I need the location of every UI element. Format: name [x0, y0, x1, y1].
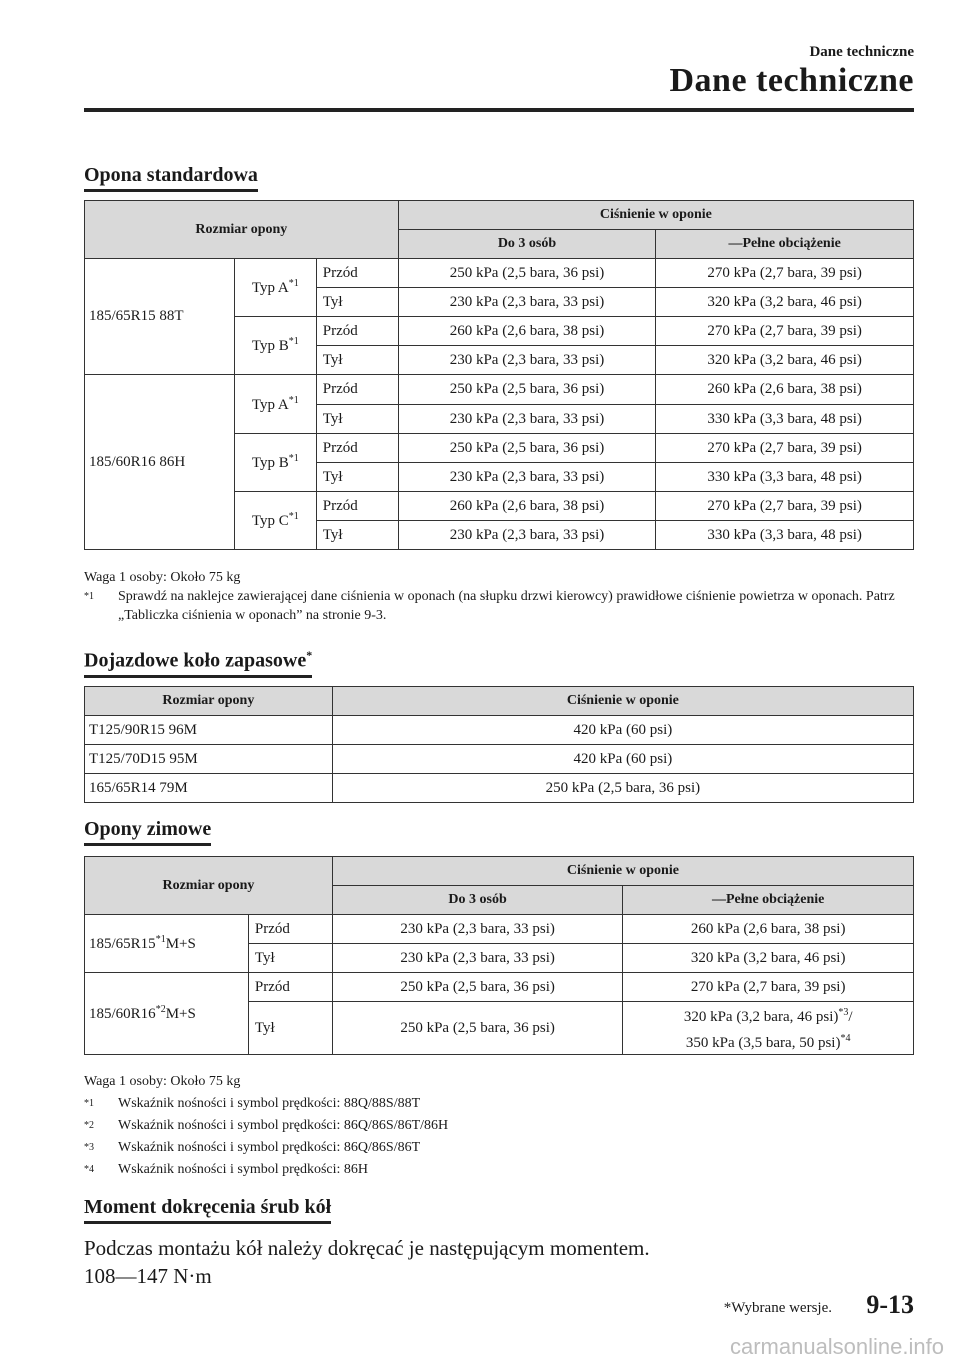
footnote: *1 Wskaźnik nośności i symbol prędkości: 88Q/88S/88T	[84, 1096, 421, 1111]
value-cell: 320 kPa (3,2 bara, 46 psi)	[656, 346, 914, 375]
value-cell: 230 kPa (2,3 bara, 33 psi)	[398, 288, 656, 317]
table-row	[85, 259, 914, 288]
position-cell: Tył	[316, 346, 398, 375]
type-cell: Typ $B^{*1}$	[234, 434, 316, 492]
table-row	[85, 375, 914, 405]
notes-winter	[84, 1072, 914, 1179]
table-row	[85, 774, 914, 803]
notes-standard	[84, 568, 914, 625]
header-rule	[84, 108, 914, 112]
value-cell: 260 kPa (2,6 bara, 38 psi)	[398, 492, 656, 521]
value-cell: 420 kPa (60 psi)	[332, 745, 913, 774]
page-number: 9-13	[866, 1290, 914, 1319]
note-weight: Waga 1 osoby: Około 75 kg	[84, 1074, 241, 1089]
value-cell: 270 kPa (2,7 bara, 39 psi)	[656, 317, 914, 346]
position-cell: Przód	[316, 317, 398, 346]
value-cell: 250 kPa (2,5 bara, 36 psi)	[398, 375, 656, 405]
value-cell: 330 kPa (3,3 bara, 48 psi)	[656, 405, 914, 434]
header-up-to-3: Do 3 osób	[332, 886, 623, 915]
value-cell: 250 kPa (2,5 bara, 36 psi)	[332, 1002, 623, 1055]
value-cell: 260 kPa (2,6 bara, 38 psi)	[623, 915, 914, 944]
tire-size-cell: $185/65R15^{*1}M+S$	[85, 915, 249, 973]
value-cell: 270 kPa (2,7 bara, 39 psi)	[656, 492, 914, 521]
tire-size-cell: 185/60R16 86H	[85, 375, 235, 550]
value-cell: 420 kPa (60 psi)	[332, 716, 913, 745]
table-row	[85, 915, 914, 944]
winter-tire-table	[84, 856, 914, 1055]
running-header-title: Dane techniczne	[669, 62, 914, 99]
value-cell: 270 kPa (2,7 bara, 39 psi)	[656, 434, 914, 463]
value-cell: 250 kPa (2,5 bara, 36 psi)	[398, 259, 656, 288]
type-cell: Typ $B^{*1}$	[234, 317, 316, 375]
header-tire-size: Rozmiar opony	[85, 857, 333, 915]
position-cell: Przód	[316, 259, 398, 288]
header-pressure: Ciśnienie w oponie	[332, 687, 913, 716]
position-cell: Przód	[248, 915, 332, 944]
standard-tire-table	[84, 200, 914, 550]
type-cell: Typ $C^{*1}$	[234, 492, 316, 550]
torque-instruction: Podczas montażu kół należy dokręcać je następującym momentem.	[84, 1236, 650, 1260]
torque-value: 108―147 N·m	[84, 1264, 212, 1288]
value-cell: 260 kPa (2,6 bara, 38 psi)	[398, 317, 656, 346]
position-cell: Tył	[316, 463, 398, 492]
watermark: carmanualsonline.info	[729, 1334, 944, 1359]
running-header-small: Dane techniczne	[809, 44, 914, 60]
value-cell: 230 kPa (2,3 bara, 33 psi)	[332, 915, 623, 944]
value-cell: 230 kPa (2,3 bara, 33 psi)	[332, 944, 623, 973]
tire-size-cell: T125/90R15 96M	[85, 716, 333, 745]
note-weight: Waga 1 osoby: Około 75 kg	[84, 570, 241, 585]
footnote: *2 Wskaźnik nośności i symbol prędkości: 86Q/86S/86T/86H	[84, 1118, 449, 1133]
value-cell: 230 kPa (2,3 bara, 33 psi)	[398, 346, 656, 375]
section-title-spare-wheel: Dojazdowe koło zapasowe*	[84, 648, 312, 678]
table-row	[85, 745, 914, 774]
value-cell: 270 kPa (2,7 bara, 39 psi)	[623, 973, 914, 1002]
value-cell: 260 kPa (2,6 bara, 38 psi)	[656, 375, 914, 405]
footnote: *3 Wskaźnik nośności i symbol prędkości: 86Q/86S/86T	[84, 1140, 421, 1155]
type-cell: Typ $A^{*1}$	[234, 375, 316, 434]
section-title-winter-tires: Opony zimowe	[84, 818, 211, 846]
footer-note: *Wybrane wersje.	[723, 1300, 832, 1316]
value-cell: 320 kPa (3,2 bara, 46 psi)	[656, 288, 914, 317]
value-cell: 250 kPa (2,5 bara, 36 psi)	[332, 774, 913, 803]
value-cell: 230 kPa (2,3 bara, 33 psi)	[398, 405, 656, 434]
table-row	[85, 973, 914, 1002]
position-cell: Przód	[316, 375, 398, 405]
header-full-load: ―Pełne obciążenie	[656, 230, 914, 259]
value-cell: 250 kPa (2,5 bara, 36 psi)	[398, 434, 656, 463]
header-pressure: Ciśnienie w oponie	[398, 201, 913, 230]
tire-size-cell: 185/65R15 88T	[85, 259, 235, 375]
value-cell: 250 kPa (2,5 bara, 36 psi)	[332, 973, 623, 1002]
footnote: *1 Sprawdź na naklejce zawierającej dane ciśnienia w oponach (na słupku drzwi kierowcy) prawidłowe ciśnienie powietrza w oponach. Patrz „Tabliczka ciśnienia w oponach” na stronie 9-3.	[84, 589, 895, 623]
value-cell: 230 kPa (2,3 bara, 33 psi)	[398, 521, 656, 550]
value-cell: 330 kPa (3,3 bara, 48 psi)	[656, 463, 914, 492]
tire-size-cell: T125/70D15 95M	[85, 745, 333, 774]
header-pressure: Ciśnienie w oponie	[332, 857, 913, 886]
header-tire-size: Rozmiar opony	[85, 687, 333, 716]
position-cell: Tył	[316, 288, 398, 317]
section-title-standard-tire: Opona standardowa	[84, 164, 258, 192]
position-cell: Tył	[316, 405, 398, 434]
footnote: *4 Wskaźnik nośności i symbol prędkości: 86H	[84, 1162, 369, 1177]
value-cell: 320 kPa (3,2 bara, 46 psi)	[623, 944, 914, 973]
position-cell: Tył	[248, 944, 332, 973]
position-cell: Przód	[316, 492, 398, 521]
value-cell: 270 kPa (2,7 bara, 39 psi)	[656, 259, 914, 288]
value-cell: 320 kPa (3,2 bara, 46 psi)$^{*3}$/ 350 kPa (3,5 bara, 50 psi)$^{*4}$	[623, 1002, 914, 1055]
header-full-load: ―Pełne obciążenie	[623, 886, 914, 915]
position-cell: Tył	[316, 521, 398, 550]
position-cell: Przód	[248, 973, 332, 1002]
header-up-to-3: Do 3 osób	[398, 230, 656, 259]
position-cell: Tył	[248, 1002, 332, 1055]
header-tire-size: Rozmiar opony	[85, 201, 399, 259]
tire-size-cell: 165/65R14 79M	[85, 774, 333, 803]
section-title-wheel-torque: Moment dokręcenia śrub kół	[84, 1196, 331, 1224]
value-cell: 330 kPa (3,3 bara, 48 psi)	[656, 521, 914, 550]
tire-size-cell: $185/60R16^{*2}M+S$	[85, 973, 249, 1055]
type-cell: Typ $A^{*1}$	[234, 259, 316, 317]
table-row	[85, 716, 914, 745]
value-cell: 230 kPa (2,3 bara, 33 psi)	[398, 463, 656, 492]
position-cell: Przód	[316, 434, 398, 463]
spare-tire-table	[84, 686, 914, 803]
